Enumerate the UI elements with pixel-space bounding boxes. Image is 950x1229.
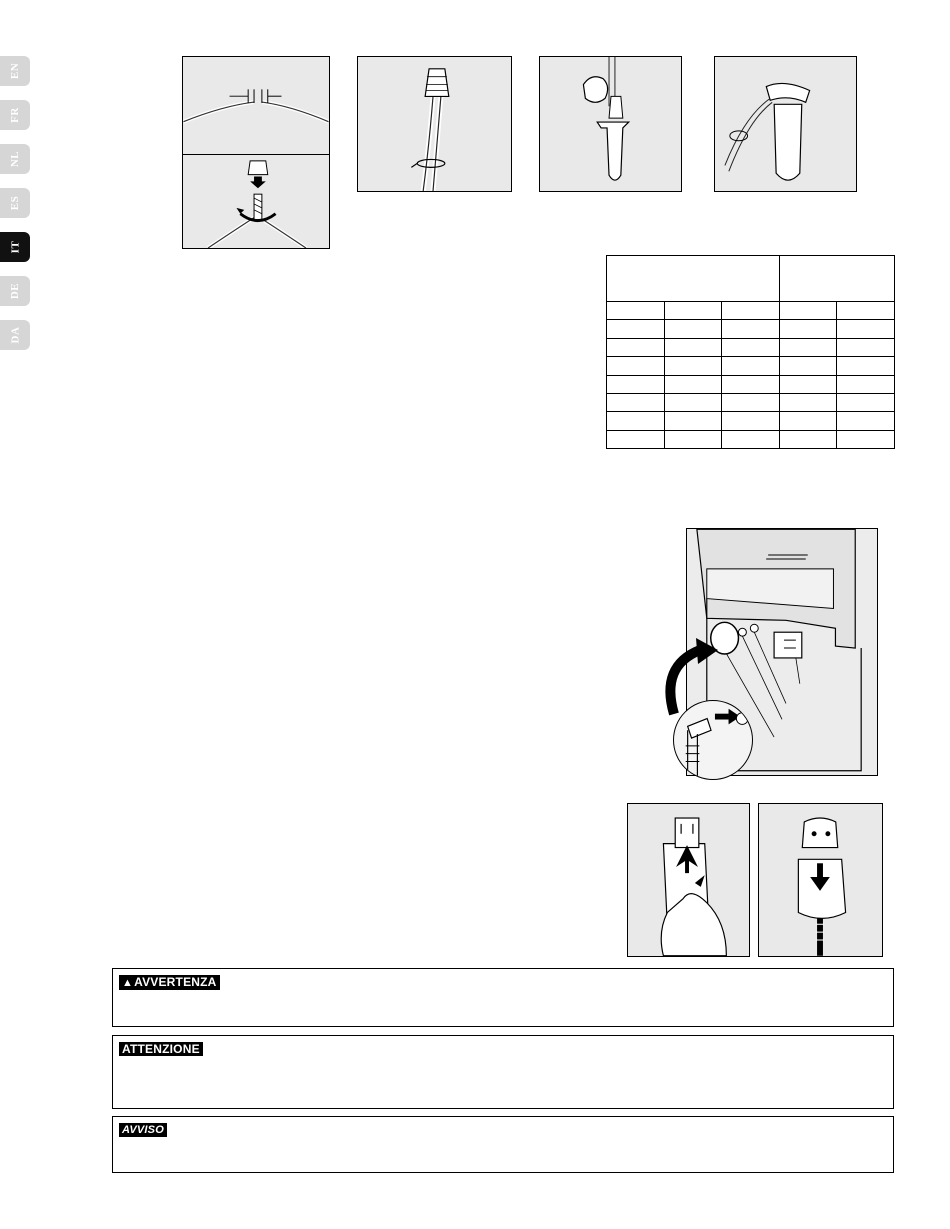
table-row <box>607 357 895 375</box>
notice-box <box>112 1116 894 1173</box>
warning-label-text: AVVERTENZA <box>134 975 217 989</box>
figure-adapter-slide-down <box>758 803 883 957</box>
lang-tab-label: DE <box>9 282 21 300</box>
lang-tab-label: FR <box>8 107 21 123</box>
wire-nut-twist-illustration <box>183 155 329 248</box>
lang-tab-label: NL <box>9 150 21 168</box>
lang-tab-label: DA <box>8 326 21 344</box>
jack-plug-illustration <box>674 701 752 779</box>
lang-tab-en[interactable] <box>0 56 30 86</box>
figure-wire-nut-tie <box>357 56 512 192</box>
wire-spec-table <box>606 255 895 449</box>
stripped-wires-illustration <box>183 57 329 154</box>
table-row <box>607 320 895 338</box>
connector-tube-illustration <box>540 57 681 191</box>
wire-nut-tie-illustration <box>358 57 511 191</box>
warning-label <box>119 975 220 990</box>
lang-tab-label: EN <box>9 62 21 80</box>
lang-tab-fr[interactable] <box>0 100 30 130</box>
figure-stripped-wires <box>182 56 330 155</box>
figure-tube-looped-wires <box>714 56 857 192</box>
table-row <box>607 375 895 393</box>
lang-tab-de[interactable] <box>0 276 30 306</box>
table-row <box>607 302 895 320</box>
lang-tab-label: ES <box>9 195 21 211</box>
notice-label: AVVISO <box>119 1123 167 1137</box>
caution-label: ATTENZIONE <box>119 1042 203 1056</box>
figure-adapter-insert-clip <box>627 803 750 957</box>
lang-tab-nl[interactable] <box>0 144 30 174</box>
lang-tab-da[interactable] <box>0 320 30 350</box>
table-header-cell <box>779 256 894 302</box>
table-row <box>607 412 895 430</box>
warning-notice-box <box>112 968 894 1027</box>
table-header-cell <box>607 256 780 302</box>
lang-tab-it[interactable] <box>0 232 30 262</box>
figure-jack-detail <box>673 700 753 780</box>
table-header-row <box>607 256 895 302</box>
table-row <box>607 393 895 411</box>
adapter-insert-clip-illustration <box>628 804 749 956</box>
adapter-slide-down-illustration <box>759 804 882 956</box>
lang-tab-es[interactable] <box>0 188 30 218</box>
caution-notice-box <box>112 1035 894 1109</box>
figure-connector-tube <box>539 56 682 192</box>
tube-looped-wires-illustration <box>715 57 856 191</box>
warning-triangle-icon: ▲ <box>122 977 134 989</box>
lang-tab-label: IT <box>9 240 21 254</box>
figure-wire-nut-twist <box>182 154 330 249</box>
table-row <box>607 430 895 448</box>
table-row <box>607 338 895 356</box>
